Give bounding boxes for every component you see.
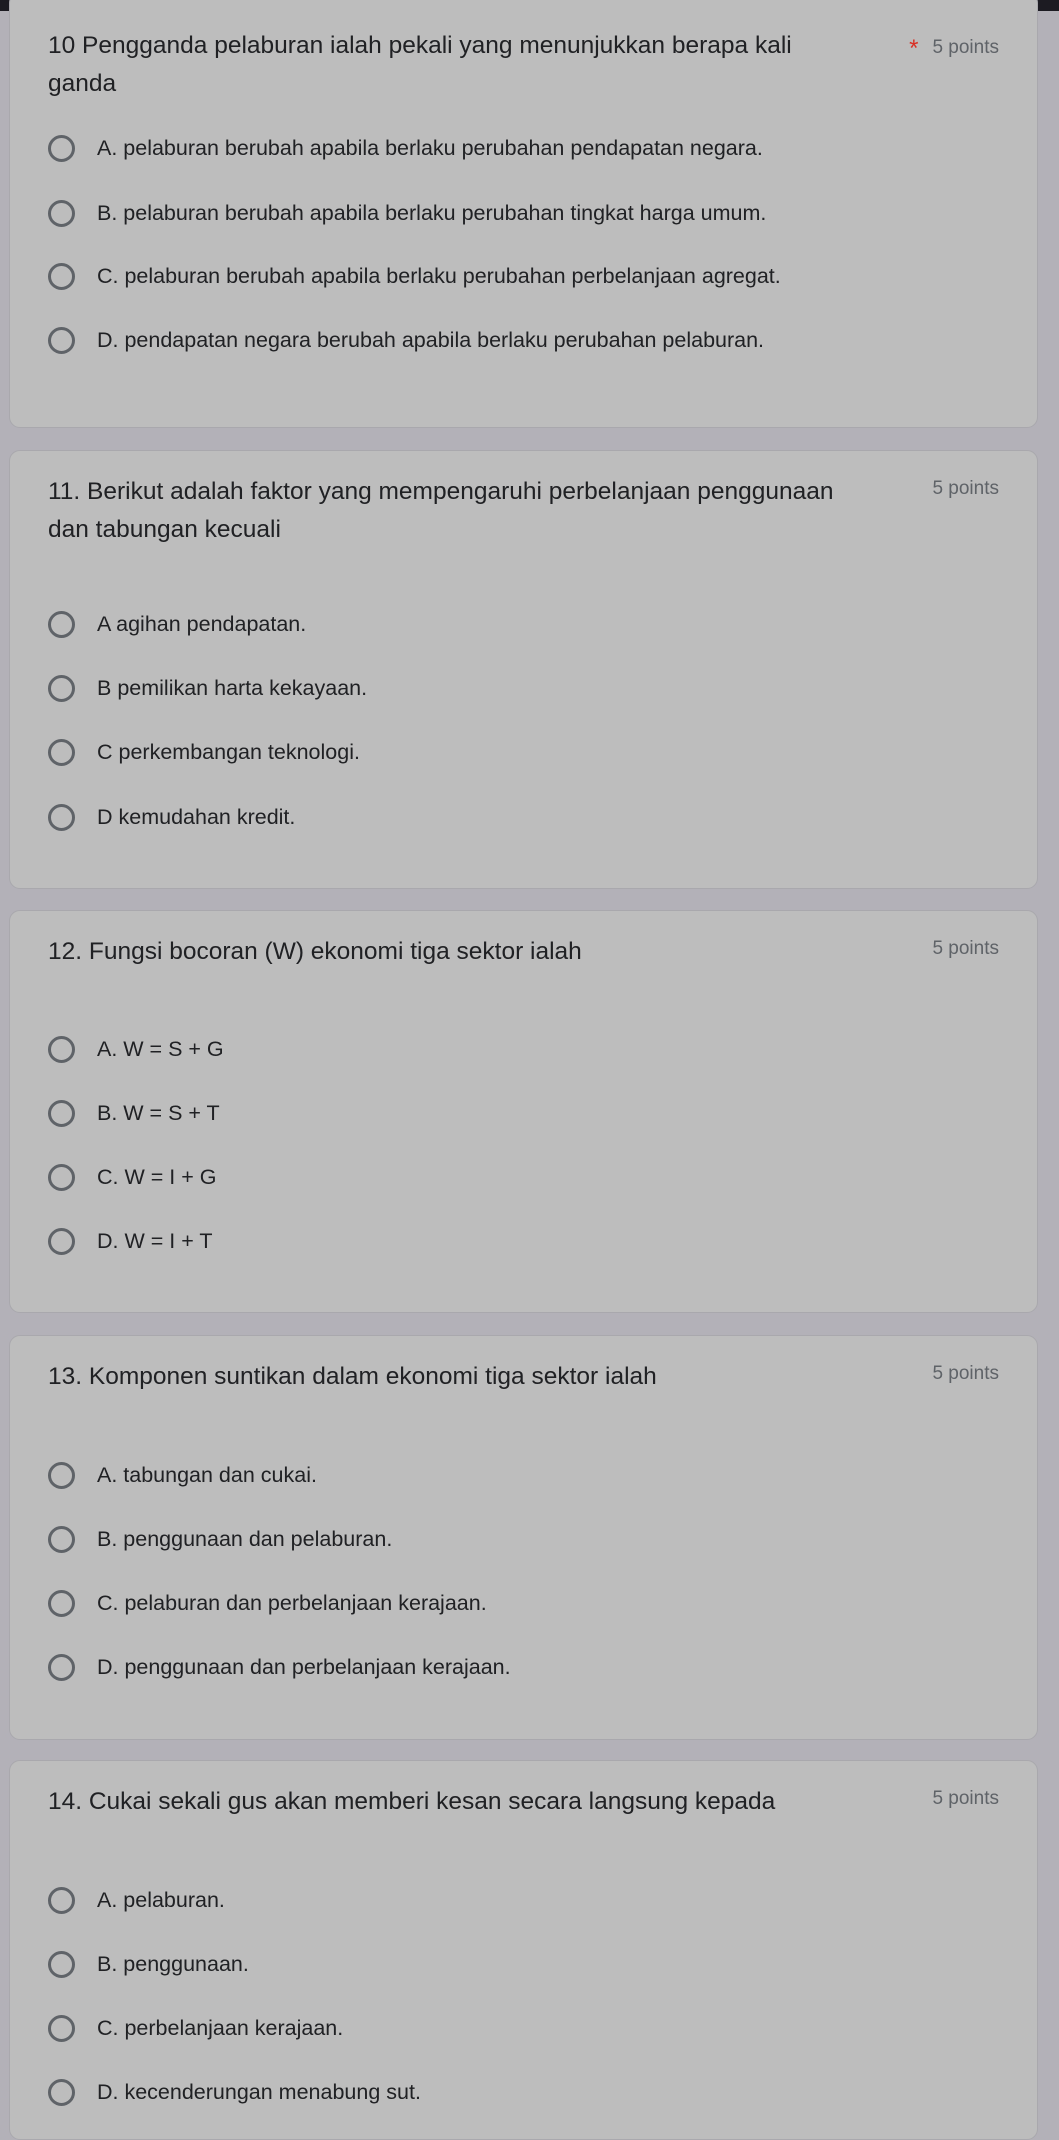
- option-label: B. pelaburan berubah apabila berlaku perubahan tingkat harga umum.: [97, 200, 767, 225]
- option-a[interactable]: [48, 1457, 317, 1493]
- radio-icon[interactable]: [48, 1462, 75, 1489]
- option-label: C. pelaburan berubah apabila berlaku perubahan perbelanjaan agregat.: [97, 263, 781, 288]
- option-label: B. W = S + T: [97, 1100, 220, 1125]
- required-asterisk: *: [909, 35, 919, 62]
- radio-icon[interactable]: [48, 739, 75, 766]
- option-label: A. pelaburan.: [97, 1887, 225, 1912]
- question-card-13: [9, 1335, 1038, 1740]
- option-label: C perkembangan teknologi.: [97, 739, 360, 764]
- option-label: C. perbelanjaan kerajaan.: [97, 2015, 344, 2040]
- question-points: 5 points: [932, 1363, 999, 1384]
- option-label: B. penggunaan dan pelaburan.: [97, 1526, 393, 1551]
- option-c[interactable]: [48, 734, 360, 770]
- option-label: B. penggunaan.: [97, 1951, 249, 1976]
- option-b[interactable]: [48, 1095, 220, 1131]
- option-label: D. W = I + T: [97, 1228, 213, 1253]
- question-card-12: [9, 910, 1038, 1313]
- radio-icon[interactable]: [48, 1228, 75, 1255]
- radio-icon[interactable]: [48, 675, 75, 702]
- option-b[interactable]: [48, 1521, 392, 1557]
- option-label: C. pelaburan dan perbelanjaan kerajaan.: [97, 1590, 487, 1615]
- radio-icon[interactable]: [48, 1526, 75, 1553]
- option-d[interactable]: [48, 1223, 213, 1259]
- question-title: 10 Pengganda pelaburan ialah pekali yang menunjukkan berapa kali ganda: [48, 32, 792, 97]
- radio-icon[interactable]: [48, 1654, 75, 1681]
- option-b[interactable]: [48, 195, 766, 231]
- radio-icon[interactable]: [48, 804, 75, 831]
- radio-icon[interactable]: [48, 200, 75, 227]
- option-d[interactable]: [48, 1649, 511, 1685]
- question-points: 5 points: [932, 478, 999, 499]
- option-label: A. W = S + G: [97, 1036, 224, 1061]
- option-label: B pemilikan harta kekayaan.: [97, 675, 368, 700]
- question-title: 12. Fungsi bocoran (W) ekonomi tiga sektor ialah: [48, 938, 582, 965]
- option-label: D kemudahan kredit.: [97, 804, 296, 829]
- radio-icon[interactable]: [48, 135, 75, 162]
- question-points: 5 points: [932, 938, 999, 959]
- radio-icon[interactable]: [48, 1887, 75, 1914]
- radio-icon[interactable]: [48, 263, 75, 290]
- radio-icon[interactable]: [48, 1164, 75, 1191]
- option-label: D. pendapatan negara berubah apabila berlaku perubahan pelaburan.: [97, 327, 765, 352]
- radio-icon[interactable]: [48, 611, 75, 638]
- option-label: C. W = I + G: [97, 1164, 217, 1189]
- option-a[interactable]: [48, 1031, 224, 1067]
- option-a[interactable]: [48, 130, 763, 166]
- radio-icon[interactable]: [48, 2079, 75, 2106]
- option-label: D. penggunaan dan perbelanjaan kerajaan.: [97, 1654, 511, 1679]
- question-card-14: [9, 1760, 1038, 2140]
- option-label: A. tabungan dan cukai.: [97, 1462, 317, 1487]
- question-points: * 5 points: [909, 35, 999, 62]
- option-a[interactable]: [48, 1882, 225, 1918]
- option-b[interactable]: [48, 1946, 249, 1982]
- radio-icon[interactable]: [48, 1036, 75, 1063]
- option-a[interactable]: [48, 606, 306, 642]
- radio-icon[interactable]: [48, 2015, 75, 2042]
- question-card-11: [9, 450, 1038, 889]
- question-points: 5 points: [932, 1788, 999, 1809]
- option-label: A. pelaburan berubah apabila berlaku perubahan pendapatan negara.: [97, 135, 763, 160]
- question-card-10: [9, 0, 1038, 428]
- option-label: A agihan pendapatan.: [97, 611, 307, 636]
- option-d[interactable]: [48, 322, 764, 358]
- question-title: 14. Cukai sekali gus akan memberi kesan secara langsung kepada: [48, 1788, 776, 1815]
- option-c[interactable]: [48, 1585, 487, 1621]
- question-title: 13. Komponen suntikan dalam ekonomi tiga sektor ialah: [48, 1363, 657, 1390]
- radio-icon[interactable]: [48, 1100, 75, 1127]
- option-d[interactable]: [48, 799, 295, 835]
- option-d[interactable]: [48, 2074, 421, 2110]
- option-label: D. kecenderungan menabung sut.: [97, 2079, 421, 2104]
- option-b[interactable]: [48, 670, 367, 706]
- radio-icon[interactable]: [48, 327, 75, 354]
- option-c[interactable]: [48, 2010, 343, 2046]
- radio-icon[interactable]: [48, 1590, 75, 1617]
- radio-icon[interactable]: [48, 1951, 75, 1978]
- option-c[interactable]: [48, 258, 781, 294]
- option-c[interactable]: [48, 1159, 216, 1195]
- question-title: 11. Berikut adalah faktor yang mempengaruhi perbelanjaan penggunaan dan tabungan kecuali: [48, 478, 834, 543]
